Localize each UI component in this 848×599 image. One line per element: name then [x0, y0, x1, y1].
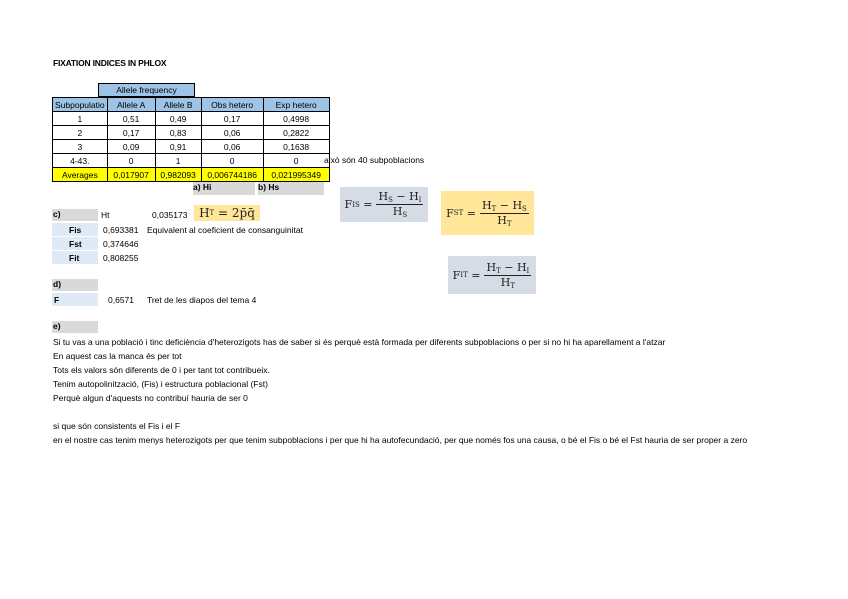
table-cell[interactable]: 0,06 — [201, 126, 263, 140]
fst-formula-image[interactable]: F ST = $\frac{H_T - H_S}{H_T}$ — [441, 191, 534, 235]
allele-table — [52, 97, 330, 182]
table-cell[interactable]: 1 — [155, 154, 201, 168]
section-e-header[interactable] — [52, 321, 98, 333]
table-cell[interactable]: 0,2822 — [263, 126, 329, 140]
table-row — [53, 140, 330, 154]
table-cell[interactable]: Averages — [53, 168, 108, 182]
table-cell[interactable]: 0 — [107, 154, 155, 168]
table-cell[interactable]: 0,4998 — [263, 112, 329, 126]
header-cell[interactable]: Allele B — [155, 98, 201, 112]
section-e-line[interactable]: Tenim autopolinització, (Fis) i estructura poblacional (Fst) — [53, 379, 268, 389]
table-row — [53, 112, 330, 126]
table-cell[interactable]: 0,17 — [201, 112, 263, 126]
fst-label: Fst — [69, 239, 82, 249]
page-title: FIXATION INDICES IN PHLOX — [53, 58, 167, 68]
table-cell[interactable]: 0 — [263, 154, 329, 168]
table-cell[interactable]: 0,83 — [155, 126, 201, 140]
section-e-line[interactable]: Perquè algun d'aquests no contribuí hauria de ser 0 — [53, 393, 248, 403]
table-cell[interactable]: 3 — [53, 140, 108, 154]
table-cell[interactable]: 0,49 — [155, 112, 201, 126]
label-a-cell[interactable] — [193, 182, 255, 195]
table-cell[interactable]: 0 — [201, 154, 263, 168]
fis-label: Fis — [69, 225, 82, 235]
section-d-label: d) — [53, 279, 62, 289]
f-label: F — [54, 295, 60, 305]
fis-formula-image[interactable]: F IS = $\frac{H_S - H_I}{H_S}$ — [340, 187, 428, 222]
header-cell[interactable]: Subpopulatio — [53, 98, 108, 112]
table-row — [53, 154, 330, 168]
section-e-line[interactable]: si que són consistents el Fis i el F — [53, 421, 181, 431]
f-note[interactable]: Tret de les diapos del tema 4 — [147, 295, 257, 305]
section-c-header[interactable] — [52, 209, 98, 221]
section-e-line[interactable]: Si tu vas a una població i tinc deficiència d'heterozigots has de saber si és perquè està formada per diferents subpoblacions o per si no hi ha aparellament a l'atzar — [53, 337, 666, 347]
table-cell[interactable]: 0,09 — [107, 140, 155, 154]
subpopulation-note[interactable]: això són 40 subpoblacions — [324, 155, 425, 165]
table-row — [53, 126, 330, 140]
ht-value[interactable]: 0,035173 — [152, 210, 188, 220]
table-cell[interactable]: 0,91 — [155, 140, 201, 154]
table-cell[interactable]: 0,006744186 — [201, 168, 263, 182]
allele-frequency-header[interactable]: Allele frequency — [98, 83, 195, 97]
header-cell[interactable]: Obs hetero — [201, 98, 263, 112]
fis-value[interactable]: 0,693381 — [103, 225, 139, 235]
ht-label[interactable]: Ht — [101, 210, 110, 220]
section-e-line[interactable]: Tots els valors són diferents de 0 i per tant tot contribueix. — [53, 365, 270, 375]
table-cell[interactable]: 0,982093 — [155, 168, 201, 182]
table-cell[interactable]: 0,017907 — [107, 168, 155, 182]
table-cell[interactable]: 0,021995349 — [263, 168, 329, 182]
fst-value[interactable]: 0,374646 — [103, 239, 139, 249]
table-cell[interactable]: 2 — [53, 126, 108, 140]
label-a: a) Hi — [193, 182, 212, 192]
table-cell[interactable]: 1 — [53, 112, 108, 126]
section-d-header[interactable] — [52, 279, 98, 291]
fit-value[interactable]: 0,808255 — [103, 253, 139, 263]
table-cell[interactable]: 0,51 — [107, 112, 155, 126]
averages-row — [53, 168, 330, 182]
section-e-label: e) — [53, 321, 61, 331]
table-cell[interactable]: 4-43. — [53, 154, 108, 168]
header-cell[interactable]: Exp hetero — [263, 98, 329, 112]
f-value[interactable]: 0,6571 — [108, 295, 134, 305]
ht-formula: H T = 2p̄q̄ — [194, 205, 260, 221]
header-cell[interactable]: Allele A — [107, 98, 155, 112]
table-header-row — [53, 98, 330, 112]
fit-label: Fit — [69, 253, 80, 263]
section-e-line[interactable]: en el nostre cas tenim menys heterozigots per que tenim subpoblacions i per que hi ha autofecundació, per que només fos una causa, o bé el Fis o bé el Fst hauria de ser proper a zero — [53, 435, 748, 445]
table-cell[interactable]: 0,17 — [107, 126, 155, 140]
section-e-line[interactable]: En aquest cas la manca és per tot — [53, 351, 182, 361]
section-c-label: c) — [53, 209, 61, 219]
label-b-cell[interactable] — [258, 182, 324, 195]
table-cell[interactable]: 0,06 — [201, 140, 263, 154]
fit-formula-image[interactable]: F IT = $\frac{H_T - H_I}{H_T}$ — [448, 256, 536, 294]
fis-note[interactable]: Equivalent al coeficient de consanguinitat — [147, 225, 303, 235]
label-b: b) Hs — [258, 182, 280, 192]
table-cell[interactable]: 0,1638 — [263, 140, 329, 154]
